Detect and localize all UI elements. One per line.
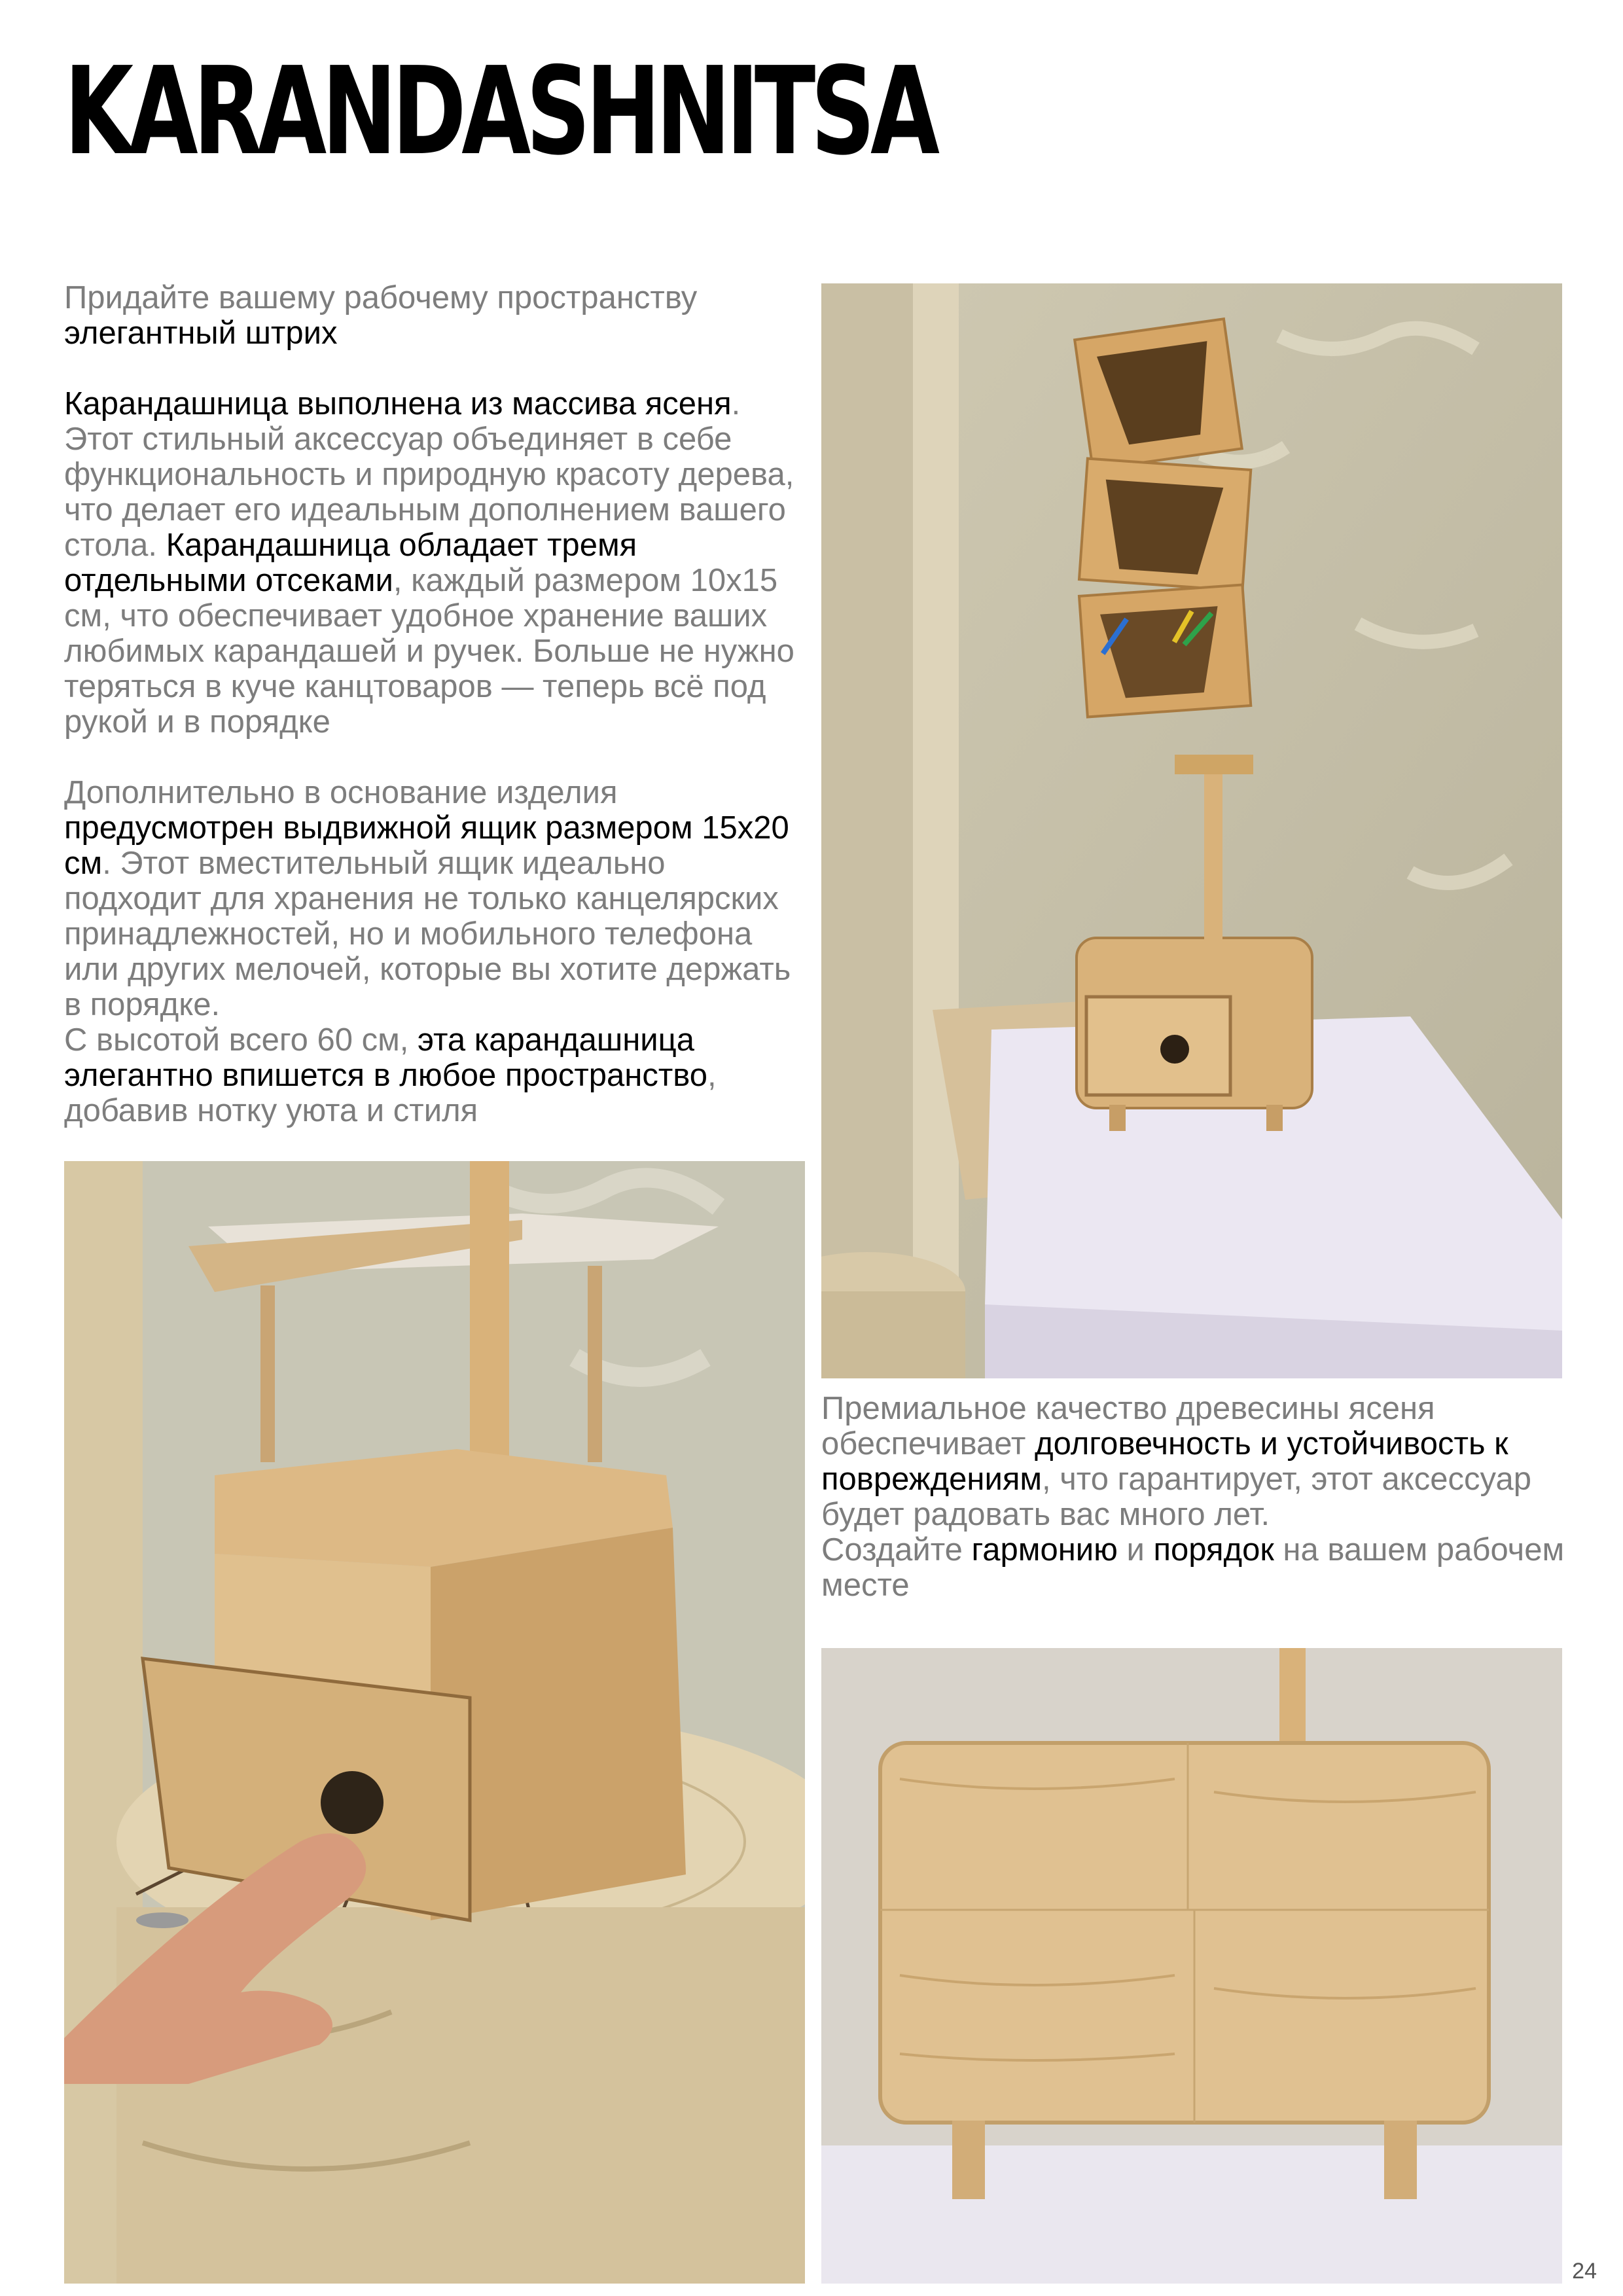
quality-text: Премиальное качество древесины ясеня обеспечивает долговечность и устойчивость к повреждениям, что гарантирует, этот аксессуар будет радовать вас много лет. Создайте гармонию и порядок на вашем рабочем месте: [821, 1391, 1565, 1603]
intro-text: Придайте вашему рабочему пространству элегантный штрих Карандашница выполнена из массива ясеня. Этот стильный аксессуар объединяет в себе функциональность и природную красоту дерева, что делает его идеальным дополнением вашего стола. Карандашница обладает тремя отдельными отсеками, каждый размером 10х15 см, что обеспечивает удобное хранение ваших любимых карандашей и ручек. Больше не нужно теряться в куче канцтоваров — теперь всё под рукой и в порядке Дополнительно в основание изделия предусмотрен выдвижной ящик размером 15х20 см. Этот вместительный ящик идеально подходит для хранения не только канцелярских принадлежностей, но и мобильного телефона или других мелочей, которые вы хотите держать в порядке. С высотой всего 60 см, эта карандашница элегантно впишется в любое пространство, добавив нотку уюта и стиля: [64, 280, 794, 1128]
photo-full-product: [821, 283, 1562, 1378]
photo-drawer-closeup: [64, 1161, 805, 2284]
photo-base-front: [821, 1648, 1562, 2284]
page-title: KARANDASHNITSA: [64, 41, 935, 182]
page-number: 24: [1572, 2259, 1597, 2284]
